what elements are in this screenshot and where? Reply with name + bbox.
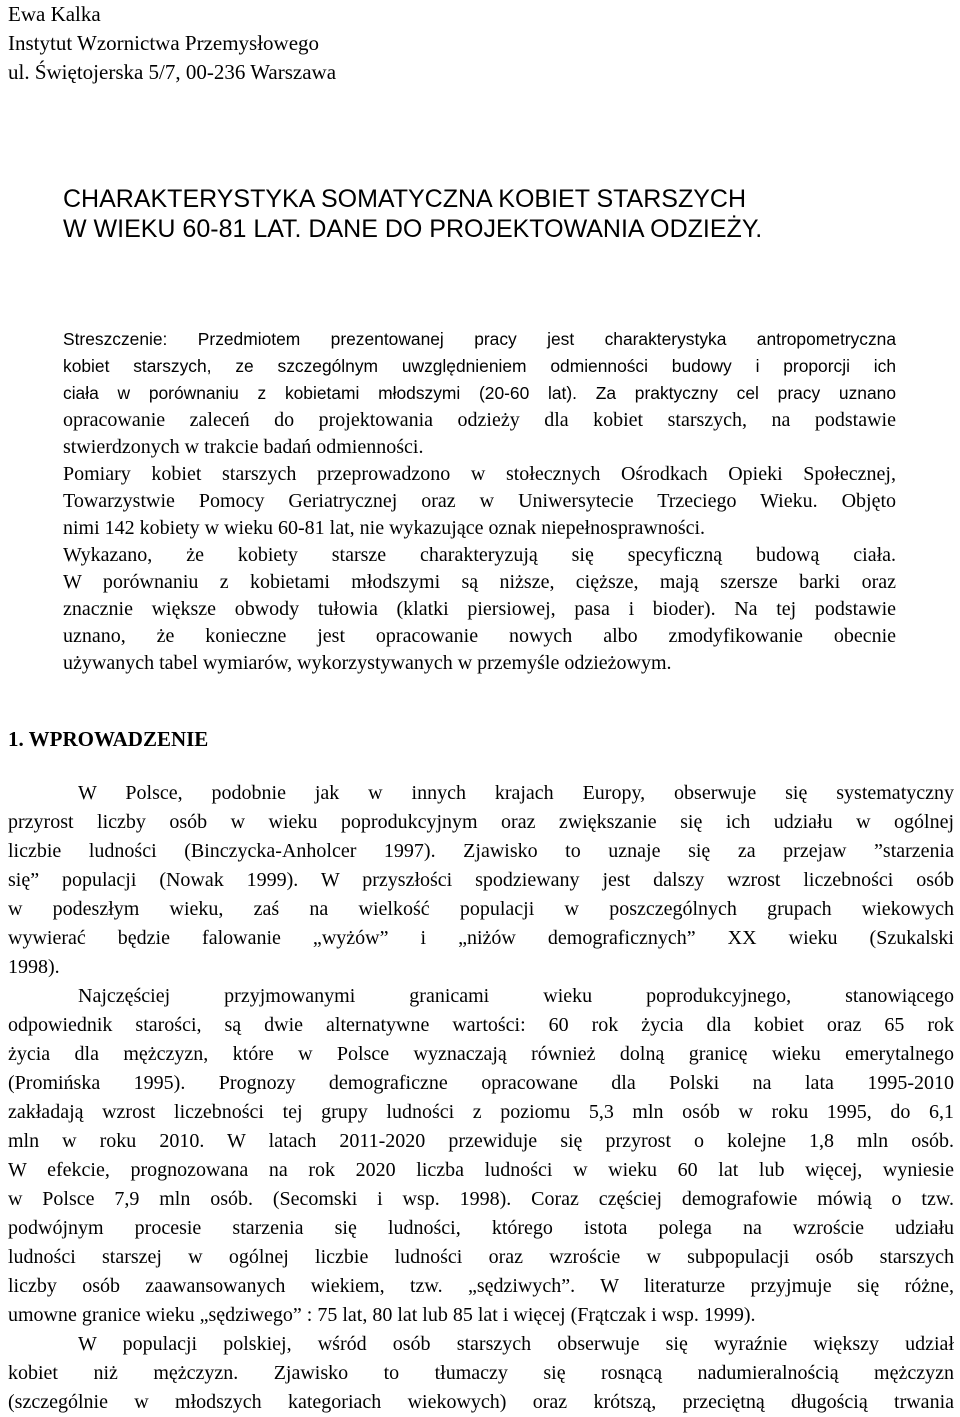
author-name: Ewa Kalka [8,2,101,26]
body-line: w Polsce 7,9 mln osób. (Secomski i wsp. 1998). Coraz częściej demografowie mówią o tzw. [8,1188,954,1210]
body-line: W populacji polskiej, wśród osób starszych obserwuje się wyraźnie większy udział [78,1333,954,1355]
body-line: się” populacji (Nowak 1999). W przyszłości spodziewany jest dalszy wzrost liczebności osób [8,869,954,891]
author-address: ul. Świętojerska 5/7, 00-236 Warszawa [8,60,337,84]
abstract [63,326,896,677]
abstract-line: uznano, że konieczne jest opracowanie nowych albo zmodyfikowanie obecnie [63,625,896,647]
body-line: W efekcie, prognozowana na rok 2020 liczba ludności w wieku 60 lat lub więcej, wyniesie [8,1159,954,1181]
body-line: wywierać będzie falowanie „wyżów” i „niżów demograficznych” XX wieku (Szukalski [8,927,954,949]
title-line-2: W WIEKU 60-81 LAT. DANE DO PROJEKTOWANIA ODZIEŻY. [63,215,763,243]
abstract-line: Towarzystwie Pomocy Geriatrycznej oraz w Uniwersytecie Trzeciego Wieku. Objęto [63,490,896,512]
author-institution: Instytut Wzornictwa Przemysłowego [8,31,320,55]
body-line: liczby osób zaawansowanych wiekiem, tzw. „sędziwych”. W literaturze przyjmuje się różne, [8,1275,954,1297]
body-line: w podeszłym wieku, zaś na wielkość populacji w poszczególnych grupach wiekowych [8,898,954,920]
body-line: ludności starszej w ogólnej liczbie ludności oraz wzroście w subpopulacji osób starszych [8,1246,954,1268]
body-line: przyrost liczby osób w wieku poprodukcyjnym oraz zwiększanie się ich udziału w ogólnej [8,811,954,833]
abstract-line: znacznie większe obwody tułowia (klatki piersiowej, pasa i bioder). Na tej podstawie [63,598,896,620]
abstract-line: opracowanie zaleceń do projektowania odzieży dla kobiet starszych, na podstawie [63,409,896,431]
body-line: (szczególnie w młodszych kategoriach wiekowych) oraz krótszą, przeciętną długością trwania [8,1391,954,1413]
abstract-line: Pomiary kobiet starszych przeprowadzono w stołecznych Ośrodkach Opieki Społecznej, [63,463,896,485]
body-line: odpowiednik starości, są dwie alternatywne wartości: 60 rok życia dla kobiet oraz 65 rok [8,1014,954,1036]
body-line: W Polsce, podobnie jak w innych krajach Europy, obserwuje się systematyczny [78,782,954,804]
abstract-line: nimi 142 kobiety w wieku 60-81 lat, nie wykazujące oznak niepełnosprawności. [63,517,706,539]
paper-title [63,184,762,244]
title-line-1: CHARAKTERYSTYKA SOMATYCZNA KOBIET STARSZYCH [63,185,747,213]
body-line: liczbie ludności (Binczycka-Anholcer 1997). Zjawisko to uznaje się za przejaw ”starzenia [8,840,954,862]
body-line: umowne granice wieku „sędziwego” : 75 lat, 80 lat lub 85 lat i więcej (Frątczak i wsp. 1999). [8,1304,756,1326]
section-body [8,779,954,1417]
abstract-line: ciała w porównaniu z kobietami młodszymi (20-60 lat). Za praktyczny cel pracy uznano [63,383,896,403]
body-line: Najczęściej przyjmowanymi granicami wieku poprodukcyjnego, stanowiącego [78,985,954,1007]
body-line: kobiet niż mężczyzn. Zjawisko to tłumaczy się rosnącą nadumieralnością mężczyzn [8,1362,954,1384]
abstract-line: kobiet starszych, ze szczególnym uwzględnieniem odmienności budowy i proporcji ich [63,356,896,376]
body-line: 1998). [8,956,60,978]
body-line: (Promińska 1995). Prognozy demograficzne opracowane dla Polski na lata 1995-2010 [8,1072,954,1094]
body-line: mln w roku 2010. W latach 2011-2020 przewiduje się przyrost o kolejne 1,8 mln osób. [8,1130,954,1152]
body-line: podwójnym procesie starzenia się ludności, którego istota polega na wzroście udziału [8,1217,954,1239]
body-line: życia dla mężczyzn, które w Polsce wyznaczają również dolną granicę wieku emerytalnego [8,1043,954,1065]
section-heading: 1. WPROWADZENIE [8,727,209,751]
abstract-line: stwierdzonych w trakcie badań odmienności. [63,436,424,458]
abstract-line: W porównaniu z kobietami młodszymi są niższe, cięższe, mają szersze barki oraz [63,571,896,593]
abstract-line: używanych tabel wymiarów, wykorzystywanych w przemyśle odzieżowym. [63,652,672,674]
author-block [8,0,336,87]
abstract-line: Streszczenie: Przedmiotem prezentowanej pracy jest charakterystyka antropometryczna [63,329,896,349]
body-line: zakładają wzrost liczebności tej grupy ludności z poziomu 5,3 mln osób w roku 1995, do 6,1 [8,1101,954,1123]
abstract-line: Wykazano, że kobiety starsze charakteryzują się specyficzną budową ciała. [63,544,896,566]
